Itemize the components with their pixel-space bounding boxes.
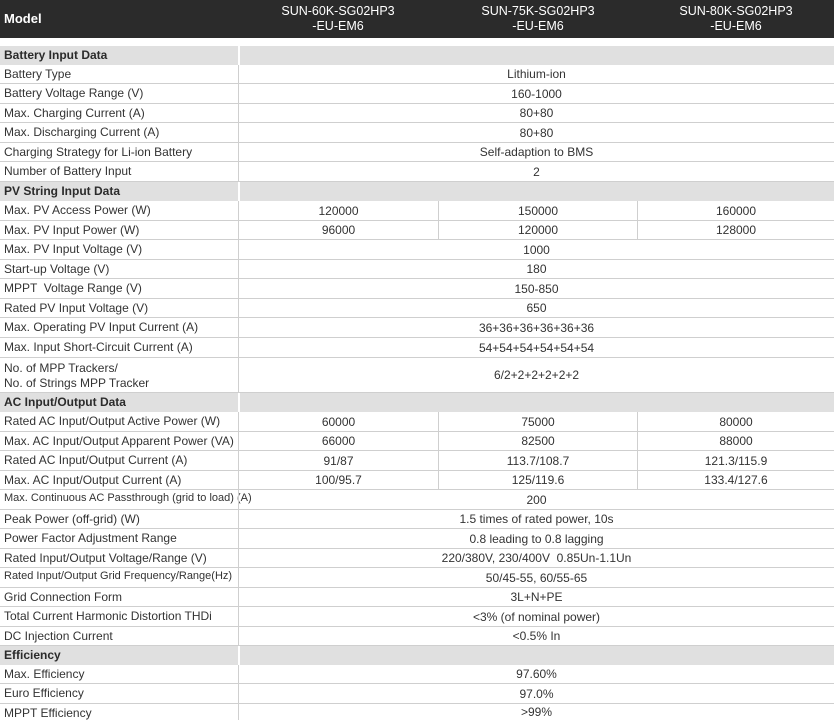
model-name: SUN-75K-SG02HP3 <box>481 4 595 18</box>
table-row <box>0 607 834 627</box>
row-value: 150-850 <box>238 279 834 298</box>
table-row <box>0 299 834 318</box>
cell-60k: 60000 <box>238 412 438 431</box>
cell-80k: 80000 <box>637 412 834 431</box>
table-row <box>0 704 834 720</box>
row-label: Max. Discharging Current (A) <box>4 125 160 139</box>
row-value: 54+54+54+54+54+54 <box>238 338 834 357</box>
table-row <box>0 684 834 704</box>
cell-60k: 66000 <box>238 432 438 450</box>
model-name: SUN-80K-SG02HP3 <box>679 4 793 18</box>
cell-60k: 96000 <box>238 221 438 239</box>
table-row <box>0 201 834 221</box>
row-label: Rated Input/Output Voltage/Range (V) <box>4 551 207 565</box>
table-row <box>0 529 834 549</box>
row-value: >99% <box>238 704 834 720</box>
model-name: SUN-60K-SG02HP3 <box>281 4 395 18</box>
section-title: AC Input/Output Data <box>4 395 126 409</box>
cell-75k: 120000 <box>438 221 637 239</box>
row-value: 80+80 <box>238 123 834 142</box>
row-label: Max. Charging Current (A) <box>4 106 145 120</box>
row-label: MPPT Voltage Range (V) <box>4 281 142 295</box>
table-row <box>0 240 834 260</box>
model-suffix: -EU-EM6 <box>312 19 364 33</box>
cell-60k: 120000 <box>238 201 438 220</box>
row-label: DC Injection Current <box>4 629 113 643</box>
row-label: MPPT Efficiency <box>4 706 92 720</box>
row-label: Max. PV Access Power (W) <box>4 203 151 217</box>
row-value: 6/2+2+2+2+2+2 <box>238 358 834 392</box>
row-label: Max. PV Input Voltage (V) <box>4 242 143 256</box>
section-efficiency <box>0 646 834 665</box>
row-value: 36+36+36+36+36+36 <box>238 318 834 337</box>
table-row <box>0 451 834 471</box>
cell-75k: 82500 <box>438 432 637 450</box>
row-value: 180 <box>238 260 834 278</box>
table-row <box>0 318 834 338</box>
section-title: Efficiency <box>4 648 61 662</box>
table-row <box>0 627 834 646</box>
table-row <box>0 665 834 684</box>
row-value: 0.8 leading to 0.8 lagging <box>238 529 834 548</box>
row-label: Peak Power (off-grid) (W) <box>4 512 140 526</box>
table-row <box>0 143 834 162</box>
table-row <box>0 84 834 104</box>
row-value: 650 <box>238 299 834 317</box>
section-ac <box>0 393 834 412</box>
cell-80k: 88000 <box>637 432 834 450</box>
row-label: Rated AC Input/Output Active Power (W) <box>4 414 221 428</box>
table-row <box>0 338 834 358</box>
table-row <box>0 510 834 529</box>
section-title: PV String Input Data <box>4 184 121 198</box>
row-value: <3% (of nominal power) <box>238 607 834 626</box>
row-label: Max. Efficiency <box>4 667 85 681</box>
row-label-line: No. of Strings MPP Tracker <box>4 376 150 390</box>
row-value: <0.5% In <box>238 627 834 645</box>
section-pv <box>0 182 834 201</box>
row-value: 80+80 <box>238 104 834 122</box>
cell-80k: 128000 <box>637 221 834 239</box>
row-label-line: No. of MPP Trackers/ <box>4 361 118 375</box>
row-value: 3L+N+PE <box>238 588 834 606</box>
cell-75k: 75000 <box>438 412 637 431</box>
table-row <box>0 260 834 279</box>
model-column-80k <box>636 4 834 34</box>
cell-80k: 133.4/127.6 <box>637 471 834 489</box>
table-row <box>0 432 834 451</box>
row-label: Max. PV Input Power (W) <box>4 223 140 237</box>
row-label: Max. Continuous AC Passthrough (grid to load) (A) <box>4 492 252 504</box>
table-row <box>0 588 834 607</box>
table-row <box>0 162 834 182</box>
row-label: Max. Operating PV Input Current (A) <box>4 320 199 334</box>
table-row <box>0 549 834 568</box>
row-value: 97.60% <box>238 665 834 683</box>
row-value: 1.5 times of rated power, 10s <box>238 510 834 528</box>
table-row <box>0 221 834 240</box>
row-label: Battery Type <box>4 67 72 81</box>
table-header <box>0 0 834 38</box>
row-label: Max. AC Input/Output Current (A) <box>4 473 182 487</box>
model-column-60k <box>238 4 438 34</box>
table-row <box>0 412 834 432</box>
table-row <box>0 490 834 510</box>
table-row <box>0 471 834 490</box>
row-label: Number of Battery Input <box>4 164 132 178</box>
row-label <box>4 361 149 391</box>
row-label: Rated Input/Output Grid Frequency/Range(Hz) <box>4 570 233 582</box>
row-label: Start-up Voltage (V) <box>4 262 110 276</box>
cell-80k: 121.3/115.9 <box>637 451 834 470</box>
row-value: 2 <box>238 162 834 181</box>
table-row <box>0 65 834 84</box>
row-value: Lithium-ion <box>238 65 834 83</box>
cell-75k: 125/119.6 <box>438 471 637 489</box>
row-value: 200 <box>238 490 834 509</box>
table-row <box>0 568 834 588</box>
row-label: Battery Voltage Range (V) <box>4 86 144 100</box>
model-column-75k <box>438 4 638 34</box>
row-label: Power Factor Adjustment Range <box>4 531 177 545</box>
row-label: Max. Input Short-Circuit Current (A) <box>4 340 193 354</box>
model-suffix: -EU-EM6 <box>512 19 564 33</box>
row-value: 1000 <box>238 240 834 259</box>
row-value: 160-1000 <box>238 84 834 103</box>
model-label: Model <box>4 11 42 26</box>
section-battery <box>0 46 834 65</box>
table-row <box>0 104 834 123</box>
cell-75k: 150000 <box>438 201 637 220</box>
model-suffix: -EU-EM6 <box>710 19 762 33</box>
row-value: 50/45-55, 60/55-65 <box>238 568 834 587</box>
row-label: Euro Efficiency <box>4 686 84 700</box>
row-label: Rated PV Input Voltage (V) <box>4 301 149 315</box>
cell-80k: 160000 <box>637 201 834 220</box>
row-label: Total Current Harmonic Distortion THDi <box>4 609 212 623</box>
section-title: Battery Input Data <box>4 48 108 62</box>
row-label: Rated AC Input/Output Current (A) <box>4 453 188 467</box>
table-row <box>0 123 834 143</box>
row-label: Max. AC Input/Output Apparent Power (VA) <box>4 434 234 448</box>
cell-60k: 91/87 <box>238 451 438 470</box>
cell-60k: 100/95.7 <box>238 471 438 489</box>
row-value: 97.0% <box>238 684 834 703</box>
table-row <box>0 358 834 393</box>
table-row <box>0 279 834 299</box>
cell-75k: 113.7/108.7 <box>438 451 637 470</box>
row-value: Self-adaption to BMS <box>238 143 834 161</box>
row-label: Charging Strategy for Li-ion Battery <box>4 145 193 159</box>
row-value: 220/380V, 230/400V 0.85Un-1.1Un <box>238 549 834 567</box>
row-label: Grid Connection Form <box>4 590 123 604</box>
